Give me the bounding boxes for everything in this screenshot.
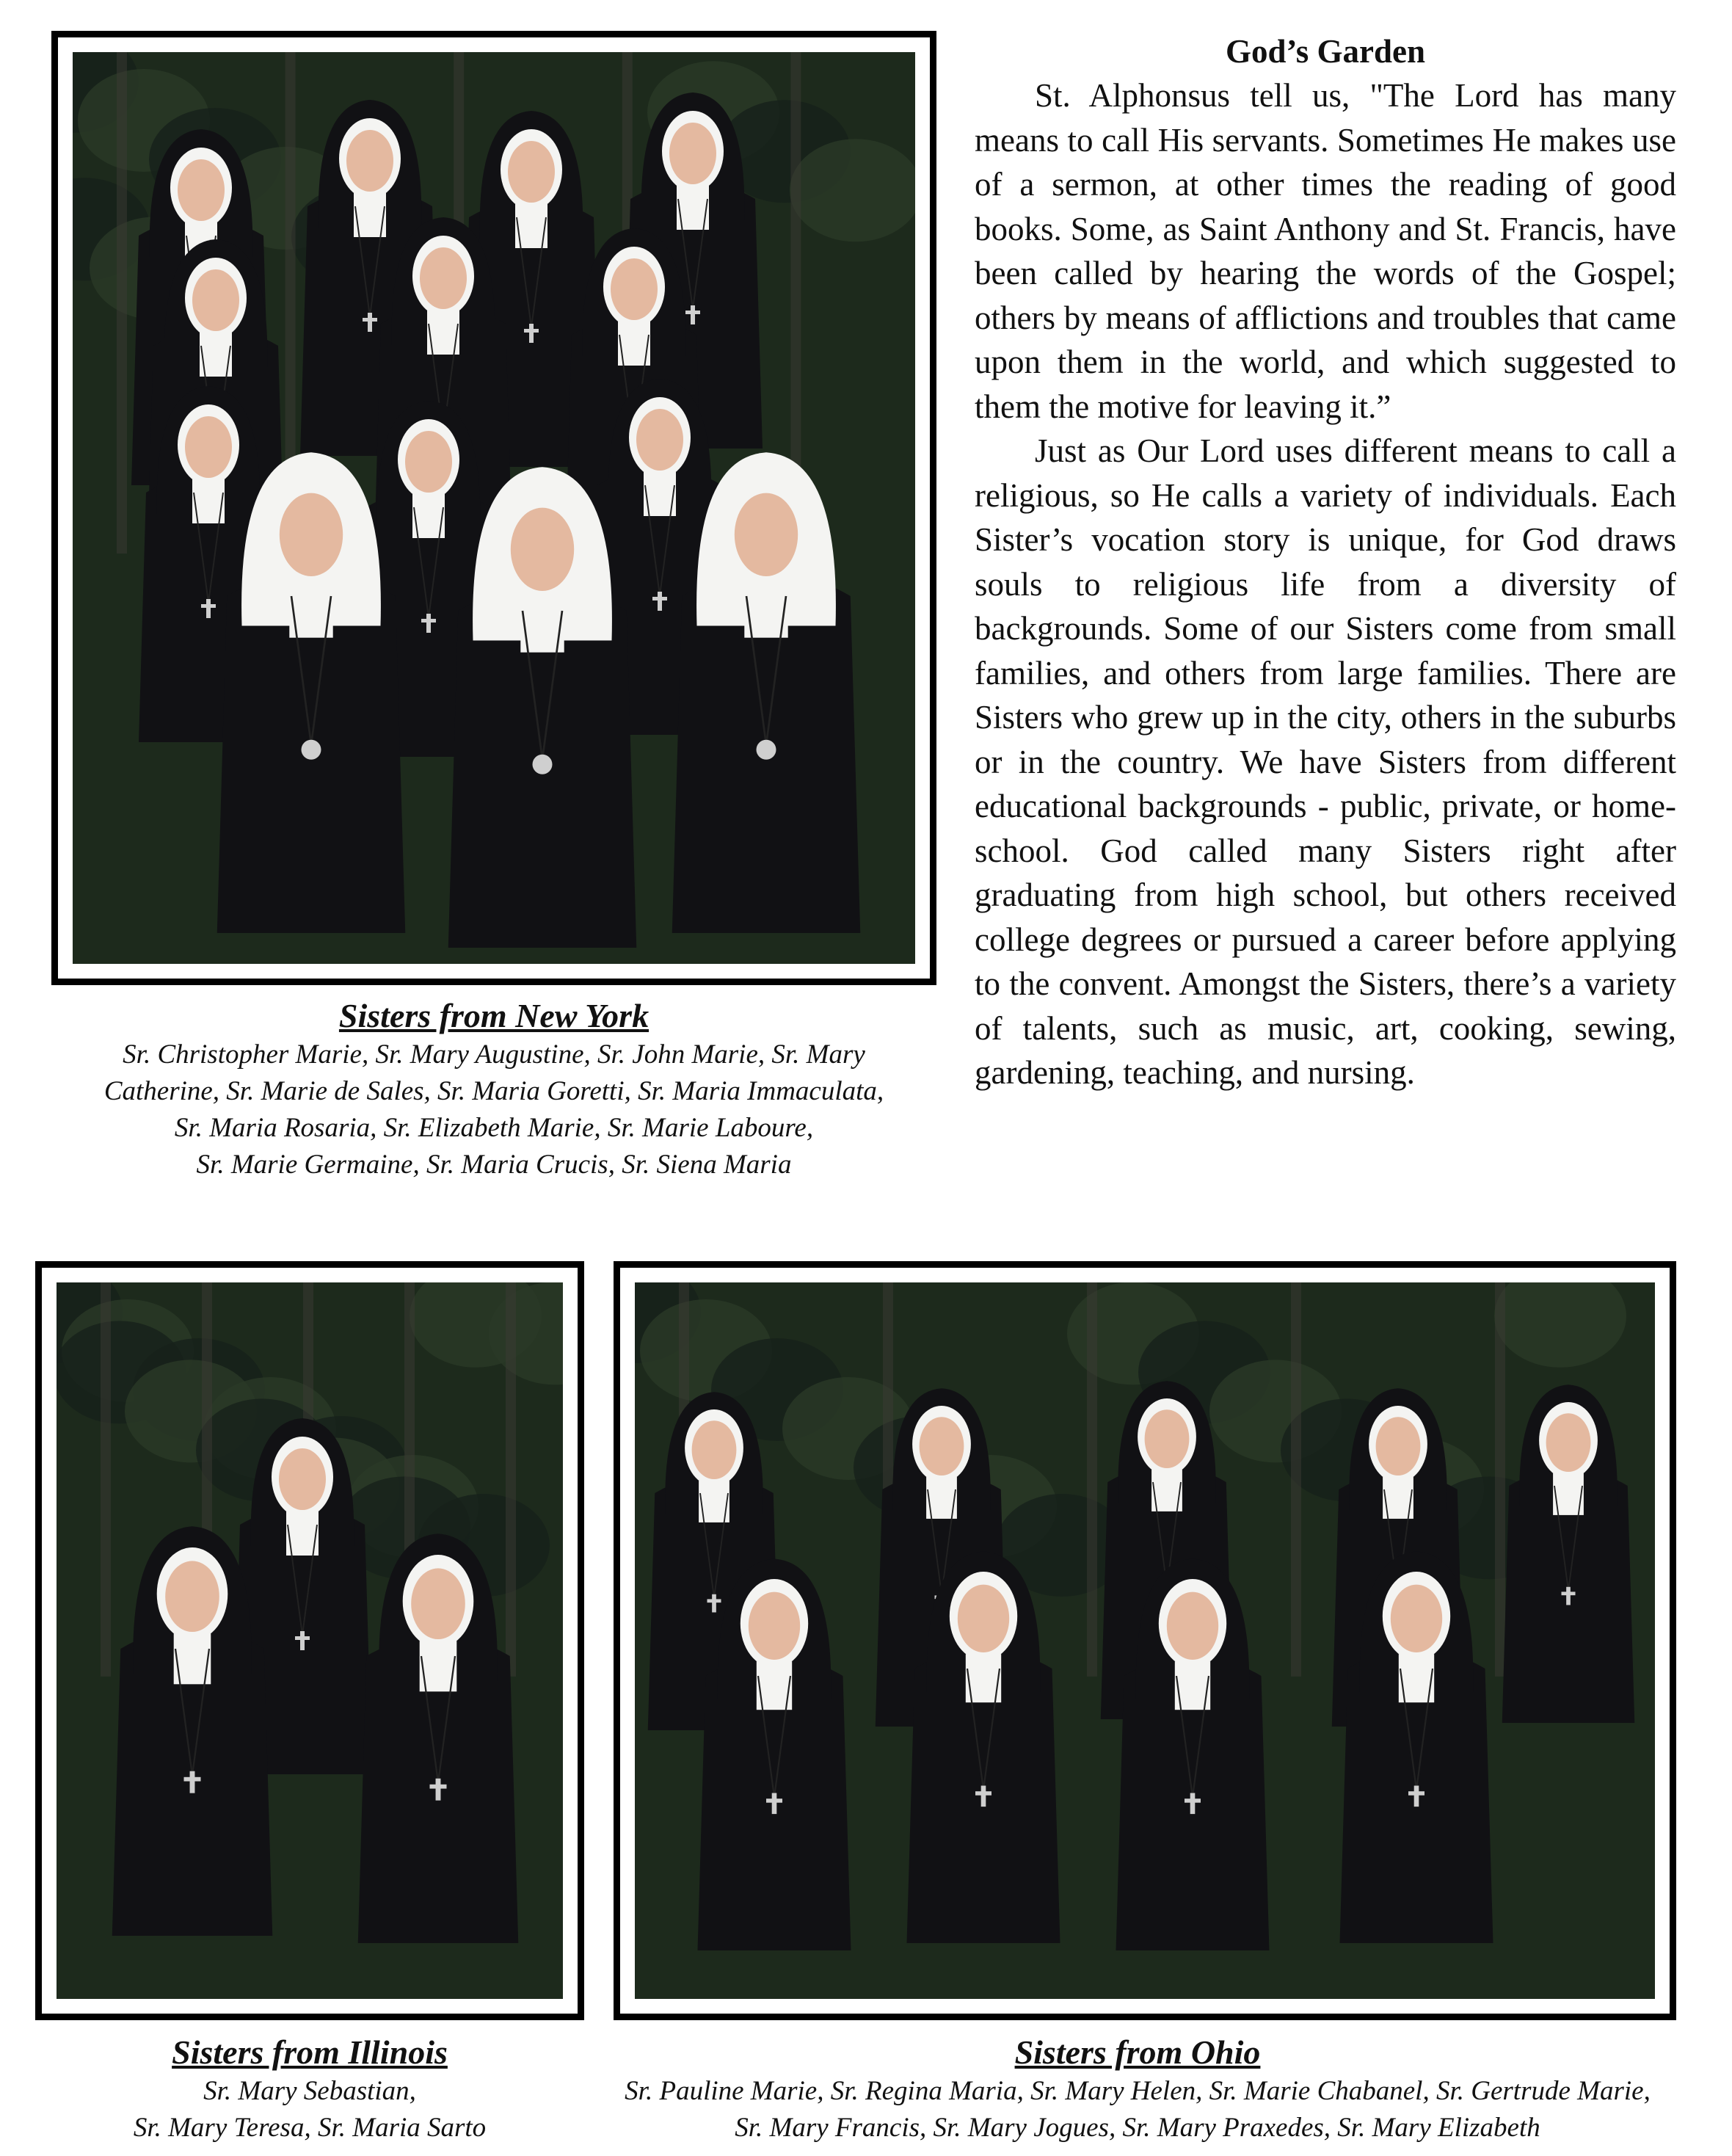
face [920, 1417, 964, 1476]
crucifix [1562, 1591, 1576, 1595]
article-paragraph-1: St. Alphonsus tell us, "The Lord has many means to call His servants. Sometimes He makes use of a sermon, at other times the reading of good books. Some, as Saint Anthony and St. Francis, have been called by hearing the words of the Gospel; others by means of afflictions and troubles that came upon them in the world, and which suggested to them the motive for leaving it.” [975, 77, 1676, 425]
crucifix [295, 1636, 310, 1640]
tree-trunk [1087, 1282, 1097, 1677]
tree-trunk [101, 1282, 111, 1677]
caption-line: Sr. Marie Germaine, Sr. Maria Crucis, Sr. Siena Maria [196, 1150, 792, 1180]
crucifix [1408, 1791, 1424, 1796]
photo-frame-new-york [51, 31, 936, 985]
crucifix [975, 1791, 991, 1796]
crucifix [206, 599, 211, 618]
caption-ohio [543, 2032, 1732, 2146]
crucifix [201, 604, 216, 608]
face [405, 431, 452, 493]
caption-title-ohio: Sisters from Ohio [1014, 2033, 1261, 2071]
photo-sisters-ohio [635, 1282, 1655, 1999]
photo-sisters-new-york [73, 52, 915, 964]
caption-line: Sr. Mary Francis, Sr. Mary Jogues, Sr. Mary Praxedes, Sr. Mary Elizabeth [735, 2113, 1540, 2143]
crucifix [190, 1771, 195, 1793]
crucifix [981, 1786, 986, 1807]
caption-title-new-york: Sisters from New York [338, 997, 650, 1034]
face [1391, 1585, 1442, 1652]
face [165, 1561, 219, 1632]
crucifix [426, 614, 431, 633]
article-gods-garden [975, 29, 1676, 1095]
medal [302, 740, 321, 760]
face [692, 1420, 737, 1479]
crucifix [658, 592, 662, 611]
crucifix [421, 619, 436, 623]
face [192, 269, 239, 331]
face [411, 1568, 465, 1639]
face [279, 1448, 326, 1510]
photo-frame-illinois [35, 1261, 584, 2020]
crucifix [363, 318, 377, 322]
medal [757, 740, 776, 760]
group-photo-new-york [73, 52, 915, 964]
crucifix [691, 305, 695, 324]
group-photo-illinois [57, 1282, 563, 1999]
article-paragraph-2: Just as Our Lord uses different means to call a religious, so He calls a variety of individuals. Each Sister’s vocation story is unique, for God draws souls to religious life from a diversity of backgrounds. Some of our Sisters come from small families, and others from large families. There are Sisters who grew up in the city, others in the suburbs or in the country. We have Sisters from different educational backgrounds - public, private, or home-school. God called many Sisters right after graduating from high school, but others received college degrees or pursued a career before applying to the convent. Amongst the Sisters, there’s a variety of talents, such as music, art, cooking, sewing, gardening, teaching, and nursing. [975, 432, 1676, 1091]
crucifix [652, 597, 667, 600]
face [1546, 1413, 1591, 1472]
crucifix [1190, 1793, 1196, 1815]
crucifix [685, 311, 700, 314]
tree-trunk [1495, 1282, 1505, 1677]
caption-line: Sr. Pauline Marie, Sr. Regina Maria, Sr. Mary Helen, Sr. Marie Chabanel, Sr. Gertrude Marie, [625, 2076, 1651, 2106]
crucifix [436, 1779, 441, 1801]
face [669, 123, 716, 184]
face [420, 247, 467, 309]
face [178, 159, 225, 221]
crucifix [707, 1599, 721, 1603]
tree-trunk [506, 1282, 516, 1677]
face [280, 493, 343, 576]
caption-line: Sr. Maria Rosaria, Sr. Elizabeth Marie, Sr. Marie Laboure, [174, 1113, 814, 1143]
face [346, 130, 393, 192]
face [508, 141, 555, 203]
face [1167, 1592, 1218, 1660]
crucifix [524, 329, 539, 333]
caption-line: Sr. Mary Sebastian, [203, 2076, 416, 2106]
crucifix [430, 1785, 447, 1789]
caption-line: Sr. Christopher Marie, Sr. Mary Augustine, Sr. John Marie, Sr. Mary [123, 1039, 865, 1070]
face [958, 1585, 1009, 1652]
group-photo-ohio [635, 1282, 1655, 1999]
face [636, 409, 683, 471]
face [1145, 1409, 1190, 1468]
crucifix [772, 1793, 777, 1815]
caption-title-illinois: Sisters from Illinois [172, 2033, 448, 2071]
caption-line: Sr. Mary Teresa, Sr. Maria Sarto [133, 2113, 487, 2143]
tree-trunk [117, 52, 127, 553]
photo-sisters-illinois [57, 1282, 563, 1999]
face [1376, 1417, 1421, 1476]
face [185, 416, 232, 478]
caption-new-york [44, 995, 944, 1183]
photo-frame-ohio [614, 1261, 1676, 2020]
medal [533, 755, 553, 774]
tree-trunk [1291, 1282, 1301, 1677]
caption-line: Catherine, Sr. Marie de Sales, Sr. Maria Goretti, Sr. Maria Immaculata, [103, 1076, 884, 1106]
crucifix [529, 324, 534, 343]
face [611, 258, 658, 320]
caption-illinois [35, 2032, 584, 2146]
face [749, 1592, 800, 1660]
crucifix [712, 1594, 716, 1613]
crucifix [1566, 1587, 1571, 1605]
face [735, 493, 798, 576]
article-title: God’s Garden [1225, 33, 1426, 70]
crucifix [368, 313, 372, 332]
crucifix [766, 1799, 782, 1803]
crucifix [300, 1631, 305, 1650]
crucifix [184, 1777, 201, 1782]
crucifix [1414, 1786, 1419, 1807]
face [511, 508, 574, 591]
crucifix [1185, 1799, 1201, 1803]
